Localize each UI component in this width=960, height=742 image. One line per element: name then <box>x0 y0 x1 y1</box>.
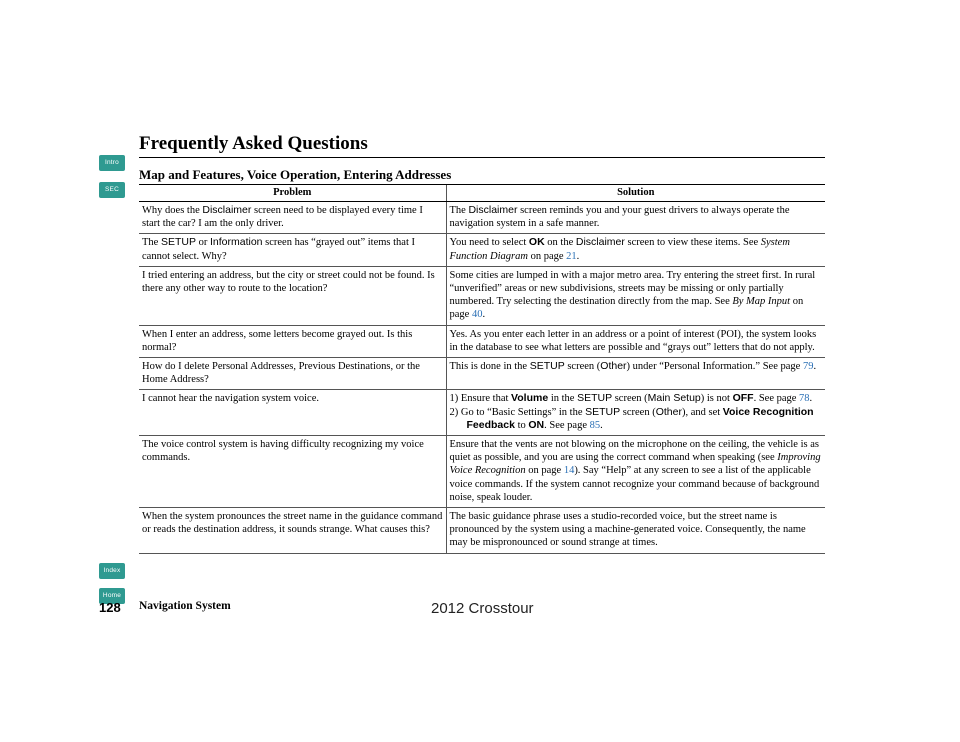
column-header-problem: Problem <box>139 185 446 202</box>
text-run: on page <box>525 465 564 477</box>
table-row <box>139 436 825 508</box>
text-run: 1) Ensure that <box>449 393 512 405</box>
text-run: The voice control system is having difficulty recognizing my voice commands. <box>142 439 424 464</box>
text-run: The <box>449 205 469 216</box>
text-run: in the <box>548 393 578 405</box>
text-run: Why does the <box>142 205 203 216</box>
text-run: You need to select <box>449 237 529 249</box>
table-row <box>139 358 825 390</box>
page-number: 128 <box>99 600 121 615</box>
text-sans: SETUP <box>577 392 613 405</box>
text-sans: SETUP <box>529 360 565 373</box>
text-run: on the <box>544 237 576 249</box>
text-run: screen ( <box>620 406 656 418</box>
text-sans: Disclaimer <box>202 204 252 216</box>
problem-cell <box>139 508 446 554</box>
text-run: 2) Go to “Basic Settings” in the <box>449 406 586 418</box>
text-run: . <box>813 361 817 373</box>
text-run: screen reminds you and your guest drivers to always operate the navigation system in a safe manner. <box>449 205 790 230</box>
text-run: I cannot hear the navigation system voice. <box>142 393 319 405</box>
page-link[interactable]: 14 <box>563 465 575 477</box>
text-sans: Information <box>209 236 263 249</box>
faq-table-body <box>139 202 825 554</box>
text-run: on page <box>527 250 567 262</box>
problem-cell <box>139 266 446 325</box>
text-sansb: OK <box>528 236 545 249</box>
text-run: on page <box>449 296 804 321</box>
text-run: When the system pronounces the street name in the guidance command or reads the destination address, it sounds strange. What causes this? <box>142 511 443 536</box>
table-row <box>139 266 825 325</box>
table-row <box>139 202 825 234</box>
problem-cell <box>139 234 446 266</box>
text-run: screen ( <box>564 361 601 373</box>
title-divider <box>139 157 825 158</box>
page-link[interactable]: 85 <box>589 419 601 431</box>
text-sans: Disclaimer <box>468 204 518 216</box>
text-run: . <box>600 419 603 431</box>
text-run: This is done in the <box>449 361 530 373</box>
column-header-solution: Solution <box>446 185 825 202</box>
footer-label: Navigation System <box>139 600 231 612</box>
table-row <box>139 234 825 266</box>
text-run: Ensure that the vents are not blowing on the microphone on the ceiling, the vehicle is as quiet as possible, and you are using the correct command when speaking (see <box>449 439 819 464</box>
text-run: How do I delete Personal Addresses, Previous Destinations, or the Home Address? <box>142 361 420 386</box>
tab-home[interactable]: Home <box>99 588 125 604</box>
text-sansb: Voice Recognition Feedback <box>466 405 814 431</box>
text-run: . <box>809 393 813 405</box>
solution-step <box>450 392 823 405</box>
text-it: Improving Voice Recognition <box>449 452 821 477</box>
text-run: The <box>142 237 161 249</box>
faq-table <box>139 184 825 554</box>
watermark: 2012 Crosstour <box>431 600 534 617</box>
solution-step <box>450 406 823 432</box>
solution-cell <box>446 390 825 436</box>
text-it: System Function Diagram <box>449 237 790 262</box>
text-sans: Other <box>655 405 682 418</box>
table-header-row <box>139 185 825 202</box>
solution-cell <box>446 266 825 325</box>
problem-cell <box>139 390 446 436</box>
text-sans: Main Setup <box>647 392 701 405</box>
text-run: screen to view these items. See <box>624 237 761 249</box>
page-link[interactable]: 40 <box>471 309 483 321</box>
problem-cell <box>139 436 446 508</box>
text-run: I tried entering an address, but the city or street could not be found. Is there any other way to route to the location? <box>142 269 435 295</box>
page-title: Frequently Asked Questions <box>139 133 368 154</box>
text-run: screen need to be displayed every time I start the car? I am the only driver. <box>142 205 423 230</box>
solution-cell <box>446 202 825 234</box>
text-run: or <box>195 237 210 249</box>
text-run: ) is not <box>700 393 733 405</box>
text-run: . <box>482 309 486 321</box>
table-row <box>139 508 825 554</box>
tab-sec[interactable]: SEC <box>99 182 125 198</box>
text-run: Yes. As you enter each letter in an address or a point of interest (POI), the system looks in the database to see what letters are possible and “grays out” letters that do not apply. <box>449 328 817 353</box>
text-sansb: Volume <box>511 392 549 405</box>
problem-cell <box>139 358 446 390</box>
tab-index[interactable]: Index <box>99 563 125 579</box>
tab-intro[interactable]: Intro <box>99 155 125 171</box>
table-row <box>139 390 825 436</box>
page-link[interactable]: 79 <box>802 361 814 373</box>
text-run: ). Say “Help” at any screen to see a list of the applicable voice commands. If the system cannot recognize your command because of background noise, speak louder. <box>449 465 820 503</box>
problem-cell <box>139 202 446 234</box>
text-run: When I enter an address, some letters become grayed out. Is this normal? <box>142 328 413 353</box>
text-run: . <box>576 250 580 262</box>
solution-cell <box>446 325 825 357</box>
text-run: . See page <box>753 393 800 405</box>
text-run: Some cities are lumped in with a major metro area. Try entering the street first. In rural “unverified” areas or new subdivisions, streets may be missing or only partially numbered. Try selecting the destination directly from the map. See <box>449 269 816 308</box>
section-subtitle: Map and Features, Voice Operation, Entering Addresses <box>139 167 452 182</box>
text-run: to <box>514 419 529 431</box>
text-run: The basic guidance phrase uses a studio-recorded voice, but the street name is pronounced by the system using a machine-generated voice. Consequently, the name may be mispronounced or sound strange at times. <box>449 511 806 549</box>
text-it: By Map Input <box>732 296 791 308</box>
text-run: screen ( <box>612 393 648 405</box>
table-row <box>139 325 825 357</box>
text-sans: Disclaimer <box>575 236 625 249</box>
solution-cell <box>446 508 825 554</box>
text-run: ) under “Personal Information.” See page <box>626 361 803 373</box>
text-sansb: ON <box>528 418 545 431</box>
text-sans: SETUP <box>585 405 621 418</box>
page-link[interactable]: 21 <box>566 250 577 262</box>
text-sans: SETUP <box>160 236 196 249</box>
solution-cell <box>446 234 825 266</box>
text-sans: Other <box>600 360 627 373</box>
text-sansb: OFF <box>732 392 754 405</box>
problem-cell <box>139 325 446 357</box>
solution-cell <box>446 436 825 508</box>
page-link[interactable]: 78 <box>799 393 810 405</box>
text-run: ), and set <box>681 406 723 418</box>
text-run: screen has “grayed out” items that I cannot select. Why? <box>142 237 415 262</box>
text-run: . See page <box>544 419 590 431</box>
solution-cell <box>446 358 825 390</box>
